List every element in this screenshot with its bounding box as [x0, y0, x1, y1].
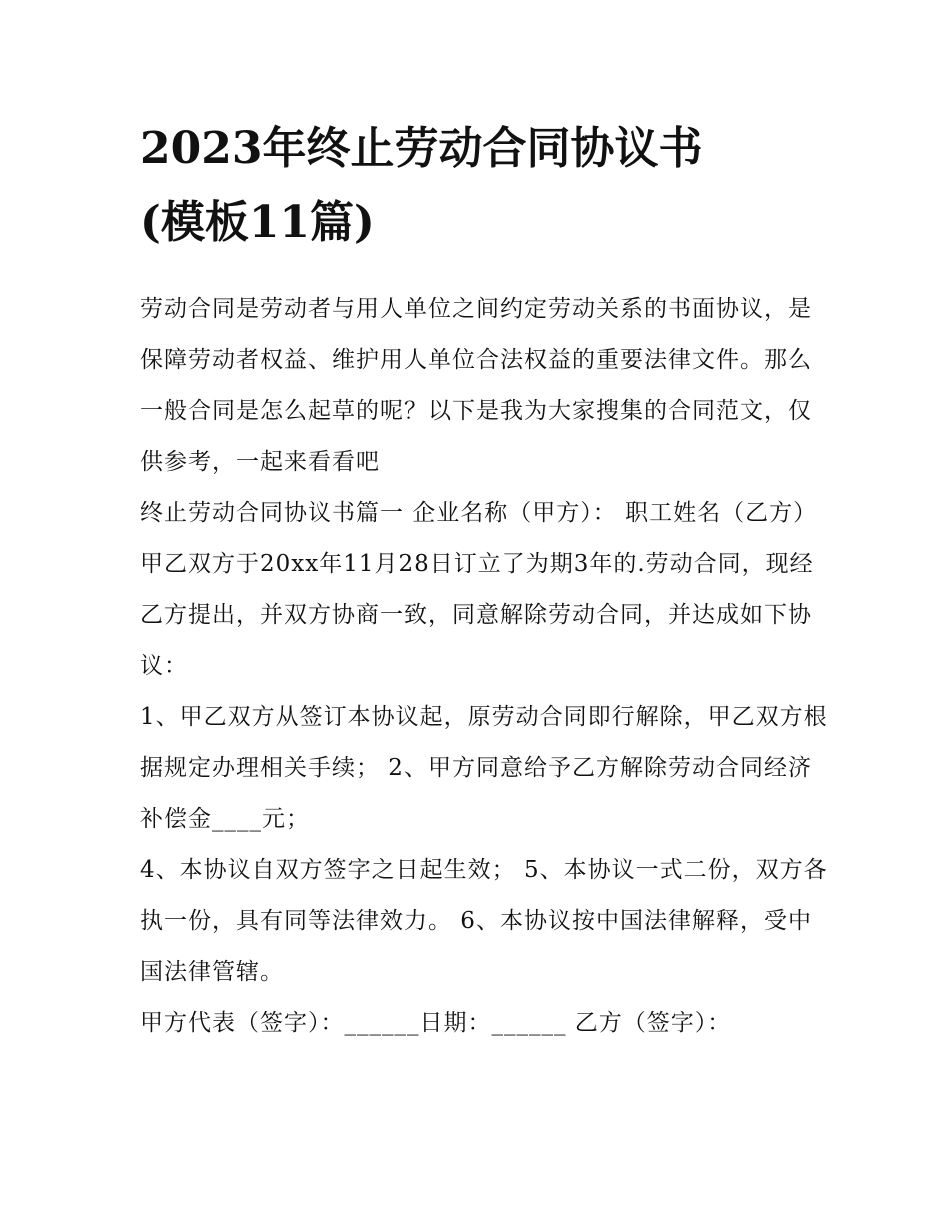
contract-background-paragraph: 甲乙双方于20xx年11月28日订立了为期3年的.劳动合同，现经乙方提出，并双方协商一致，同意解除劳动合同，并达成如下协议：: [140, 551, 814, 679]
clause-paragraph-1: 1、甲乙双方从签订本协议起，原劳动合同即行解除，甲乙双方根据规定办理相关手续； 2、甲方同意给予乙方解除劳动合同经济补偿金____元；: [140, 704, 828, 832]
document-title: [140, 112, 830, 260]
section-heading-paragraph: 终止劳动合同协议书篇一 企业名称（甲方）： 职工姓名（乙方）: [140, 500, 818, 526]
title-line-1: 2023年终止劳动合同协议书: [140, 123, 703, 174]
signature-line: 甲方代表（签字）：______日期：______ 乙方（签字）：: [140, 1010, 732, 1036]
document-body: [140, 284, 830, 1049]
clause-paragraph-2: 4、本协议自双方签字之日起生效； 5、本协议一式二份，双方各执一份，具有同等法律效力。 6、本协议按中国法律解释，受中国法律管辖。: [140, 857, 828, 985]
intro-paragraph: 劳动合同是劳动者与用人单位之间约定劳动关系的书面协议，是保障劳动者权益、维护用人单位合法权益的重要法律文件。那么一般合同是怎么起草的呢？以下是我为大家搜集的合同范文，仅供参考，一起来看看吧: [140, 296, 812, 475]
title-line-2: (模板11篇): [140, 197, 375, 248]
document-content: [140, 112, 830, 1049]
